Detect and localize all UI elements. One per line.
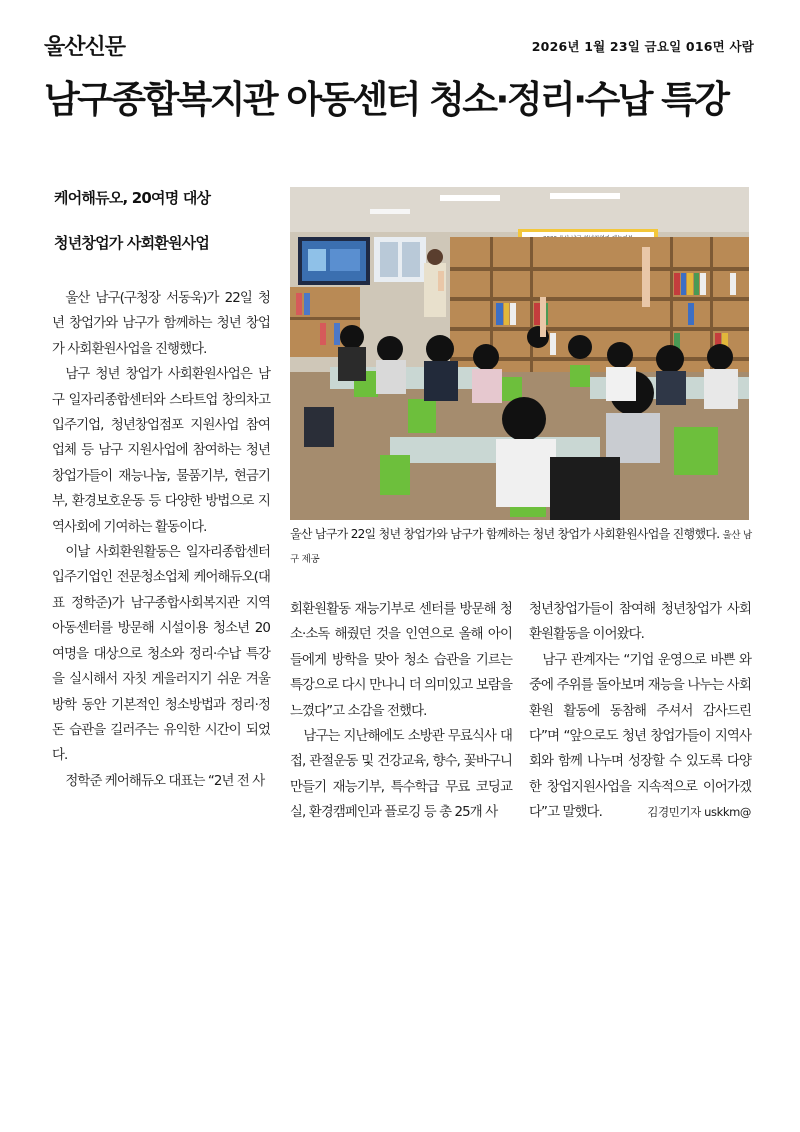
byline: 김경민기자 uskkm@ [647,805,751,820]
subhead-1: 케어해듀오, 20여명 대상 [54,189,211,207]
caption-text: 울산 남구가 22일 청년 창업가와 남구가 함께하는 청년 창업가 사회환원사업을 진행했다. [290,527,720,541]
paragraph: 남구 관계자는 “기업 운영으로 바쁜 와중에 주위를 돌아보며 재능을 나누는 사회환원 활동에 동참해 주셔서 감사드린다”며 “앞으로도 청년 창업가들이 지역사회와 함께 나누며 성장할 수 있도록 다양한 창업지원사업을 지속적으로 이어가겠다”고 말했다. [529,652,751,821]
paragraph: 이날 사회환원활동은 일자리종합센터 입주기업인 전문청소업체 케어해듀오(대표 정학준)가 남구종합사회복지관 지역아동센터를 방문해 시설이용 청소년 20여명을 대상으로 청소와 정리·수납 특강을 실시해서 자칫 게을러지기 쉬운 겨울방학 동안 기본적인 청소방법과 정리·정돈 습관을 길러주는 유익한 시간이 되었다. [52,545,270,764]
paragraph: 청년창업가들이 참여해 청년창업가 사회환원활동을 이어왔다. [529,602,751,643]
article-column-2 [290,597,512,826]
subhead-2: 청년창업가 사회환원사업 [54,234,210,252]
paragraph: 남구는 지난해에도 소방관 무료식사 대접, 관절운동 및 건강교육, 향수, 꽃바구니 만들기 재능기부, 특수학급 무료 코딩교실, 환경캠페인과 플로깅 등 총 25개 사 [290,729,512,821]
paragraph: 울산 남구(구청장 서동욱)가 22일 청년 창업가와 남구가 함께하는 청년 창업가 사회환원사업을 진행했다. [52,291,270,357]
paragraph: 정학준 케어해듀오 대표는 “2년 전 사 [65,773,265,789]
article-column-1 [52,286,270,794]
classroom-photo-illustration [290,187,749,520]
masthead: 울산신문 [44,35,126,60]
dateline: 2026년 1월 23일 금요일 016면 사람 [531,39,754,54]
paragraph: 회환원활동 재능기부로 센터를 방문해 청소·소독 해줬던 것을 인연으로 올해 아이들에게 방학을 맞아 청소 습관을 기르는 특강으로 다시 만나니 더 의미있고 보람을 느꼈다”고 소감을 전했다. [290,602,512,719]
news-photo [290,187,749,520]
headline: 남구종합복지관 아동센터 청소·정리·수납 특강 [44,78,728,121]
photo-caption [290,523,752,571]
paragraph: 남구 청년 창업가 사회환원사업은 남구 일자리종합센터와 스타트업 창의차고 입주기업, 청년창업점포 지원사업 참여업체 등 남구 지원사업에 참여하는 청년 창업가들이 재능나눔, 물품기부, 현금기부, 환경보호운동 등 다양한 방법으로 지역사회에 기여하는 활동이다. [52,367,270,535]
photo-credit: 울산 남구 제공 [290,530,752,565]
article-column-3 [529,597,751,826]
